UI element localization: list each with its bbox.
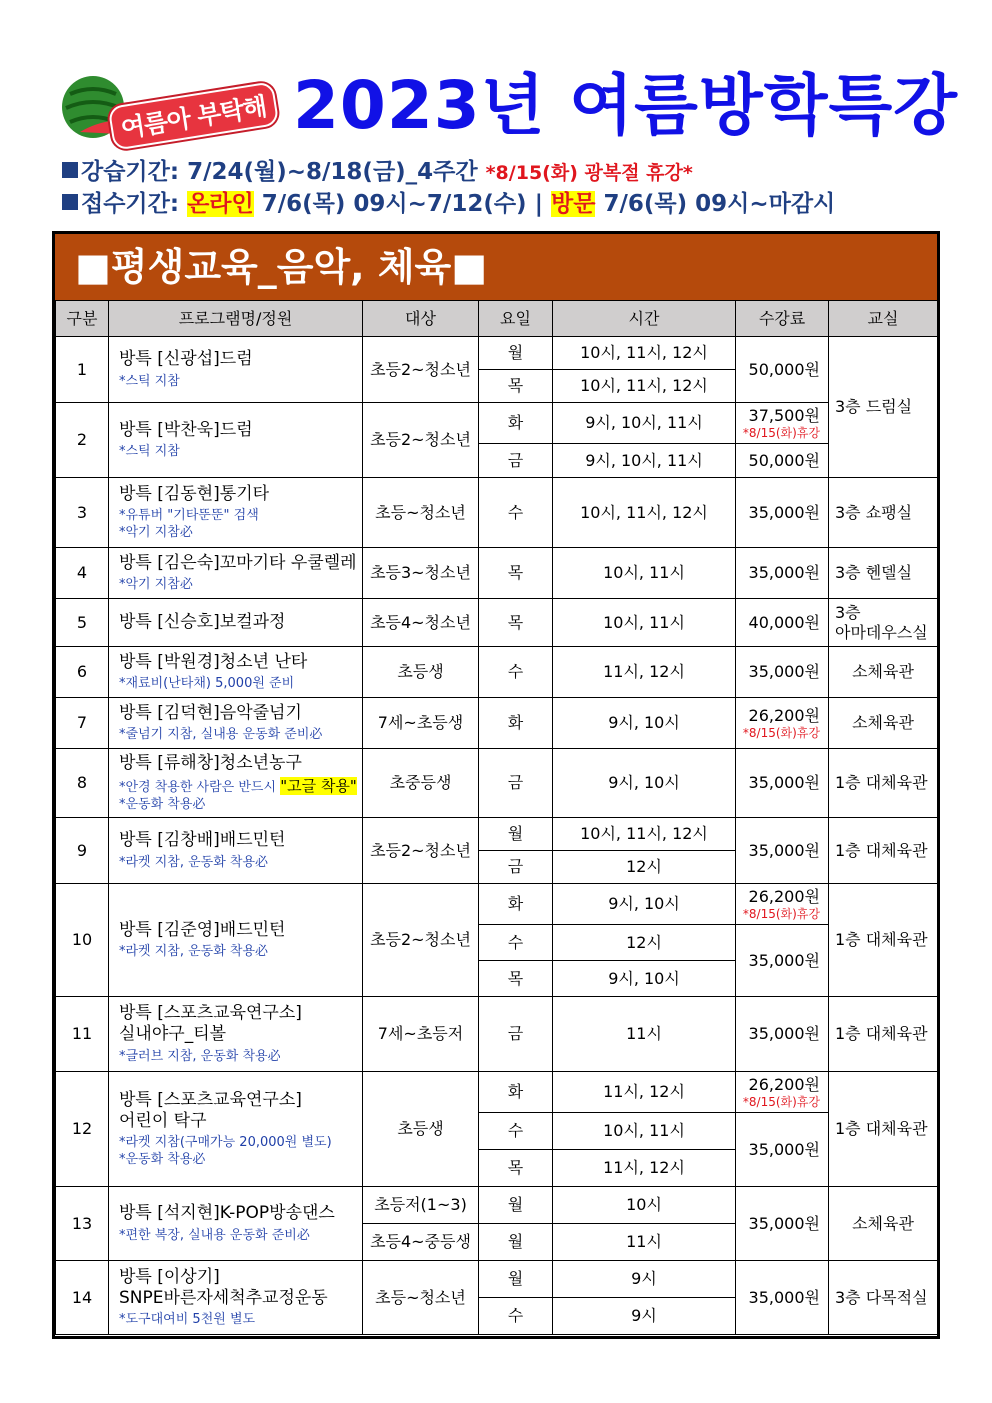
fee-note: *8/15(화)휴강 [742,1094,820,1109]
fee: 35,000원 [736,1261,829,1335]
program-note: *라켓 지참, 운동화 착용必 [119,854,269,870]
note-highlight: "고글 착용" [280,776,357,795]
program-note [119,777,362,796]
program-name: 어린이 탁구 [119,1110,207,1131]
room: 1층 대체육관 [829,818,938,884]
fee-cell [736,1072,829,1113]
program-name: 방특 [김준영]배드민턴 [119,919,286,940]
day: 화 [479,884,553,925]
fee: 35,000원 [736,997,829,1072]
fee: 50,000원 [736,337,829,403]
target: 초등3~청소년 [363,548,479,599]
target: 초등2~청소년 [363,884,479,997]
program-cell [109,997,363,1072]
fee: 35,000원 [736,1113,829,1187]
time: 10시, 11시 [553,599,736,647]
time: 11시 [553,997,736,1072]
online-value: 7/6(목) 09시~7/12(수) [261,191,527,217]
program-note: *글러브 지참, 운동화 착용必 [119,1048,281,1064]
day: 월 [479,1187,553,1224]
program-note: *악기 지참必 [119,577,193,592]
day: 금 [479,749,553,818]
fee: 37,500원 [748,405,820,425]
program-cell [109,884,363,997]
summer-logo [60,72,275,150]
row-number: 12 [56,1072,109,1187]
row-number: 4 [56,548,109,599]
program-name: 방특 [신광섭]드럼 [119,349,253,370]
program-note: *라켓 지참(구매가능 20,000원 별도) [119,1135,332,1150]
program-cell [109,478,363,548]
time: 10시 [553,1187,736,1224]
period-value: 7/24(월)~8/18(금)_4주간 [187,159,478,185]
table-row [56,647,938,698]
row-number: 8 [56,749,109,818]
room: 소체육관 [829,1187,938,1261]
row-number: 6 [56,647,109,698]
reg-label: 접수기간: [81,191,180,217]
time: 9시, 10시, 11시 [553,403,736,444]
time: 11시, 12시 [553,1150,736,1187]
fee: 26,200원 [748,705,820,725]
logo-text: 여름아 부탁해 [108,81,279,151]
time: 12시 [553,925,736,961]
col-header: 시간 [553,301,736,337]
target: 초중등생 [363,749,479,818]
table-row [56,337,938,370]
course-period [62,156,693,189]
program-cell [109,599,363,647]
time: 11시, 12시 [553,647,736,698]
row-number: 3 [56,478,109,548]
program-name: 방특 [박찬욱]드럼 [119,419,253,440]
table-row [56,997,938,1072]
day: 금 [479,851,553,884]
time: 10시, 11시, 12시 [553,818,736,851]
col-header: 요일 [479,301,553,337]
target: 초등2~청소년 [363,403,479,478]
target: 초등생 [363,1072,479,1187]
room: 3층 헨델실 [829,548,938,599]
row-number: 9 [56,818,109,884]
day: 수 [479,478,553,548]
time: 9시 [553,1261,736,1298]
program-note: *도구대여비 5천원 별도 [119,1312,256,1328]
table-row [56,403,938,444]
target: 초등저(1~3) [363,1187,479,1224]
section-title: ■평생교육_음악, 체육■ [55,234,937,300]
period-note: *8/15(화) 광복절 휴강* [485,162,693,184]
col-header: 구분 [56,301,109,337]
program-name: 방특 [김덕현]음악줄넘기 [119,702,302,723]
target: 7세~초등저 [363,997,479,1072]
room-line: 3층 [835,602,861,622]
online-label: 온라인 [187,191,254,217]
program-name: SNPE바른자세척추교정운동 [119,1287,328,1308]
fee-cell [736,403,829,444]
fee-cell [736,698,829,749]
fee: 35,000원 [736,925,829,997]
room: 소체육관 [829,698,938,749]
fee-cell [736,884,829,925]
program-note: *편한 복장, 실내용 운동화 준비必 [119,1227,310,1243]
time: 11시 [553,1224,736,1261]
table-row [56,1187,938,1224]
room: 3층 다목적실 [829,1261,938,1335]
fee-note: *8/15(화)휴강 [742,906,820,921]
fee: 35,000원 [736,1187,829,1261]
row-number: 13 [56,1187,109,1261]
day: 화 [479,1072,553,1113]
time: 9시, 10시 [553,749,736,818]
day: 화 [479,403,553,444]
time: 12시 [553,851,736,884]
program-note: *악기 지참必 [119,524,193,540]
period-label: 강습기간: [81,159,180,185]
room: 소체육관 [829,647,938,698]
time: 10시, 11시 [553,1113,736,1150]
fee: 26,200원 [748,1074,820,1094]
time: 9시, 10시 [553,698,736,749]
program-name: 방특 [이상기] [119,1266,220,1287]
table-row [56,749,938,818]
fee-note: *8/15(화)휴강 [742,425,820,440]
program-cell [109,647,363,698]
day: 금 [479,444,553,478]
program-name: 방특 [류해창]청소년농구 [119,752,302,773]
program-cell [109,337,363,403]
target: 초등생 [363,647,479,698]
row-number: 5 [56,599,109,647]
program-note: *스틱 지참 [119,444,180,459]
table-row [56,1072,938,1113]
program-name: 방특 [김은숙]꼬마기타 우쿨렐레 [119,552,357,573]
note-text: *안경 착용한 사람은 반드시 [119,779,277,795]
day: 수 [479,1298,553,1335]
room: 1층 대체육관 [829,749,938,818]
visit-value: 7/6(목) 09시~마감시 [603,191,836,217]
table-row [56,698,938,749]
program-cell [109,1261,363,1335]
program-name: 방특 [김창배]배드민턴 [119,830,286,851]
table-row [56,599,938,647]
room: 1층 대체육관 [829,1072,938,1187]
row-number: 2 [56,403,109,478]
program-name: 방특 [박원경]청소년 난타 [119,651,308,672]
day: 월 [479,1224,553,1261]
fee: 26,200원 [748,886,820,906]
time: 9시 [553,1298,736,1335]
target: 초등~청소년 [363,478,479,548]
separator: | [534,191,543,217]
time: 11시, 12시 [553,1072,736,1113]
time: 10시, 11시, 12시 [553,370,736,403]
program-note: *운동화 착용必 [119,1152,206,1168]
program-cell [109,548,363,599]
target: 7세~초등생 [363,698,479,749]
program-note: *줄넘기 지참, 실내용 운동화 준비必 [119,727,323,742]
program-note: *재료비(난타채) 5,000원 준비 [119,676,295,691]
visit-label: 방문 [551,191,596,217]
program-note: *운동화 착용必 [119,797,206,813]
row-number: 14 [56,1261,109,1335]
fee: 40,000원 [736,599,829,647]
program-cell [109,403,363,478]
col-header: 대상 [363,301,479,337]
table-row [56,818,938,851]
day: 월 [479,1261,553,1298]
program-note: *스틱 지참 [119,373,180,389]
program-note: *유튜버 "기타뚠뚠" 검색 [119,508,259,524]
room: 1층 대체육관 [829,884,938,997]
target: 초등~청소년 [363,1261,479,1335]
target: 초등2~청소년 [363,337,479,403]
fee: 35,000원 [736,478,829,548]
day: 목 [479,370,553,403]
time: 10시, 11시 [553,548,736,599]
program-name: 방특 [스포츠교육연구소] [119,1089,302,1110]
program-table [55,300,938,1335]
program-cell [109,818,363,884]
program-cell [109,698,363,749]
registration-period [62,188,835,220]
program-cell [109,749,363,818]
time: 10시, 11시, 12시 [553,337,736,370]
table-row [56,478,938,548]
target: 초등4~중등생 [363,1224,479,1261]
day: 목 [479,599,553,647]
fee-note: *8/15(화)휴강 [742,725,820,740]
col-header: 프로그램명/정원 [109,301,363,337]
fee: 35,000원 [736,548,829,599]
table-header [56,301,938,337]
row-number: 1 [56,337,109,403]
time: 10시, 11시, 12시 [553,478,736,548]
room-line: 아마데우스실 [835,622,928,642]
fee: 35,000원 [736,647,829,698]
program-note: *라켓 지참, 운동화 착용必 [119,944,269,959]
program-cell [109,1072,363,1187]
col-header: 수강료 [736,301,829,337]
room [829,599,938,647]
target: 초등4~청소년 [363,599,479,647]
program-name: 방특 [김동현]통기타 [119,484,270,505]
table-row [56,884,938,925]
fee: 35,000원 [736,749,829,818]
day: 목 [479,961,553,997]
time: 9시, 10시 [553,884,736,925]
row-number: 10 [56,884,109,997]
day: 수 [479,1113,553,1150]
time: 9시, 10시, 11시 [553,444,736,478]
fee: 50,000원 [736,444,829,478]
room: 3층 드럼실 [829,337,938,478]
table-row [56,548,938,599]
row-number: 11 [56,997,109,1072]
program-name: 실내야구_티볼 [119,1024,227,1045]
time: 9시, 10시 [553,961,736,997]
page-title: 2023년 여름방학특강 [293,67,958,144]
target: 초등2~청소년 [363,818,479,884]
day: 화 [479,698,553,749]
day: 목 [479,1150,553,1187]
program-table-frame [52,231,940,1339]
day: 목 [479,548,553,599]
program-cell [109,1187,363,1261]
square-bullet-icon [62,194,78,210]
room: 1층 대체육관 [829,997,938,1072]
col-header: 교실 [829,301,938,337]
fee: 35,000원 [736,818,829,884]
row-number: 7 [56,698,109,749]
program-name: 방특 [석지현]K-POP방송댄스 [119,1203,335,1224]
room: 3층 쇼팽실 [829,478,938,548]
day: 금 [479,997,553,1072]
program-name: 방특 [신승호]보컬과정 [119,611,286,632]
day: 월 [479,818,553,851]
program-name: 방특 [스포츠교육연구소] [119,1003,302,1024]
day: 월 [479,337,553,370]
table-row [56,1261,938,1298]
day: 수 [479,925,553,961]
day: 수 [479,647,553,698]
square-bullet-icon [62,162,78,178]
